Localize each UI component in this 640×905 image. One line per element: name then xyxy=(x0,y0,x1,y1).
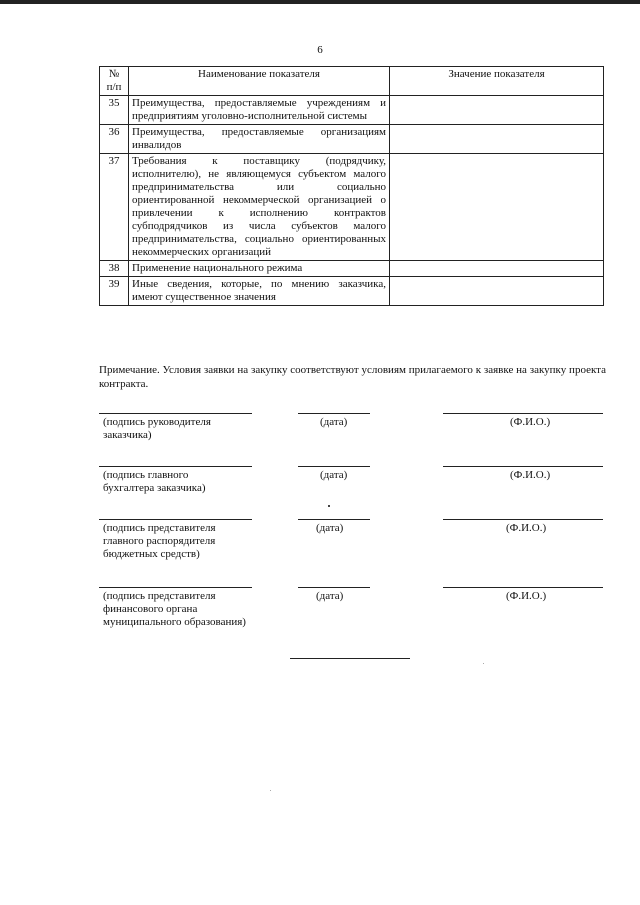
scan-dot xyxy=(483,663,484,664)
ink-speck xyxy=(328,505,330,507)
table-row xyxy=(100,154,604,261)
table-row xyxy=(100,96,604,125)
fio-label-budget-manager: (Ф.И.О.) xyxy=(506,522,547,534)
row-value xyxy=(390,261,604,277)
date-line-accountant xyxy=(298,466,370,467)
date-line-budget-manager xyxy=(298,519,370,520)
signature-label-accountant: (подпись главного бухгалтера заказчика) xyxy=(103,469,206,494)
table-header-row xyxy=(100,67,604,96)
fio-label-accountant: (Ф.И.О.) xyxy=(510,469,551,481)
row-value xyxy=(390,277,604,306)
signature-line-head xyxy=(99,413,252,414)
signature-label-budget-manager: (подпись представителя главного распорядителя бюджетных средств) xyxy=(103,522,216,560)
row-value xyxy=(390,96,604,125)
date-label-budget-manager: (дата) xyxy=(316,522,344,534)
header-num: № п/п xyxy=(100,67,129,96)
row-num: 39 xyxy=(100,277,129,306)
fio-label-finance: (Ф.И.О.) xyxy=(506,590,547,602)
page-number: 6 xyxy=(317,44,323,56)
date-label-finance: (дата) xyxy=(316,590,344,602)
fio-label-head: (Ф.И.О.) xyxy=(510,416,551,428)
header-value: Значение показателя xyxy=(390,67,604,96)
header-name: Наименование показателя xyxy=(129,67,390,96)
row-name: Преимущества, предоставляемые учреждениям и предприятиям уголовно-исполнительной системы xyxy=(129,96,390,125)
date-label-head: (дата) xyxy=(320,416,348,428)
row-name: Иные сведения, которые, по мнению заказчика, имеют существенное значения xyxy=(129,277,390,306)
note-paragraph: Примечание. Условия заявки на закупку соответствуют условиям прилагаемого к заявке на закупку проекта контракта. xyxy=(99,364,606,390)
row-name: Преимущества, предоставляемые организациям инвалидов xyxy=(129,125,390,154)
indicators-table xyxy=(99,66,604,306)
signature-label-head: (подпись руководителя заказчика) xyxy=(103,416,211,441)
table-row xyxy=(100,125,604,154)
row-num: 35 xyxy=(100,96,129,125)
row-value xyxy=(390,125,604,154)
row-value xyxy=(390,154,604,261)
scan-dot xyxy=(270,790,271,791)
signature-line-finance xyxy=(99,587,252,588)
date-line-finance xyxy=(298,587,370,588)
table-row xyxy=(100,277,604,306)
row-name: Применение национального режима xyxy=(129,261,390,277)
signature-label-finance: (подпись представителя финансового органа муниципального образования) xyxy=(103,590,246,628)
signature-line-accountant xyxy=(99,466,252,467)
signature-line-budget-manager xyxy=(99,519,252,520)
fio-line-finance xyxy=(443,587,603,588)
date-line-head xyxy=(298,413,370,414)
fio-line-head xyxy=(443,413,603,414)
fio-line-budget-manager xyxy=(443,519,603,520)
row-name: Требования к поставщику (подрядчику, исполнителю), не являющемуся субъектом малого предпринимательства или социально ориентированной некоммерческой организацией о привлечении к исполнению контрактов субподрядчиков из числа субъектов малого предпринимательства, социально ориентированных некоммерческих организаций xyxy=(129,154,390,261)
top-border-line xyxy=(0,0,640,4)
row-num: 37 xyxy=(100,154,129,261)
row-num: 38 xyxy=(100,261,129,277)
row-num: 36 xyxy=(100,125,129,154)
date-label-accountant: (дата) xyxy=(320,469,348,481)
fio-line-accountant xyxy=(443,466,603,467)
table-row xyxy=(100,261,604,277)
end-separator-line xyxy=(290,658,410,659)
